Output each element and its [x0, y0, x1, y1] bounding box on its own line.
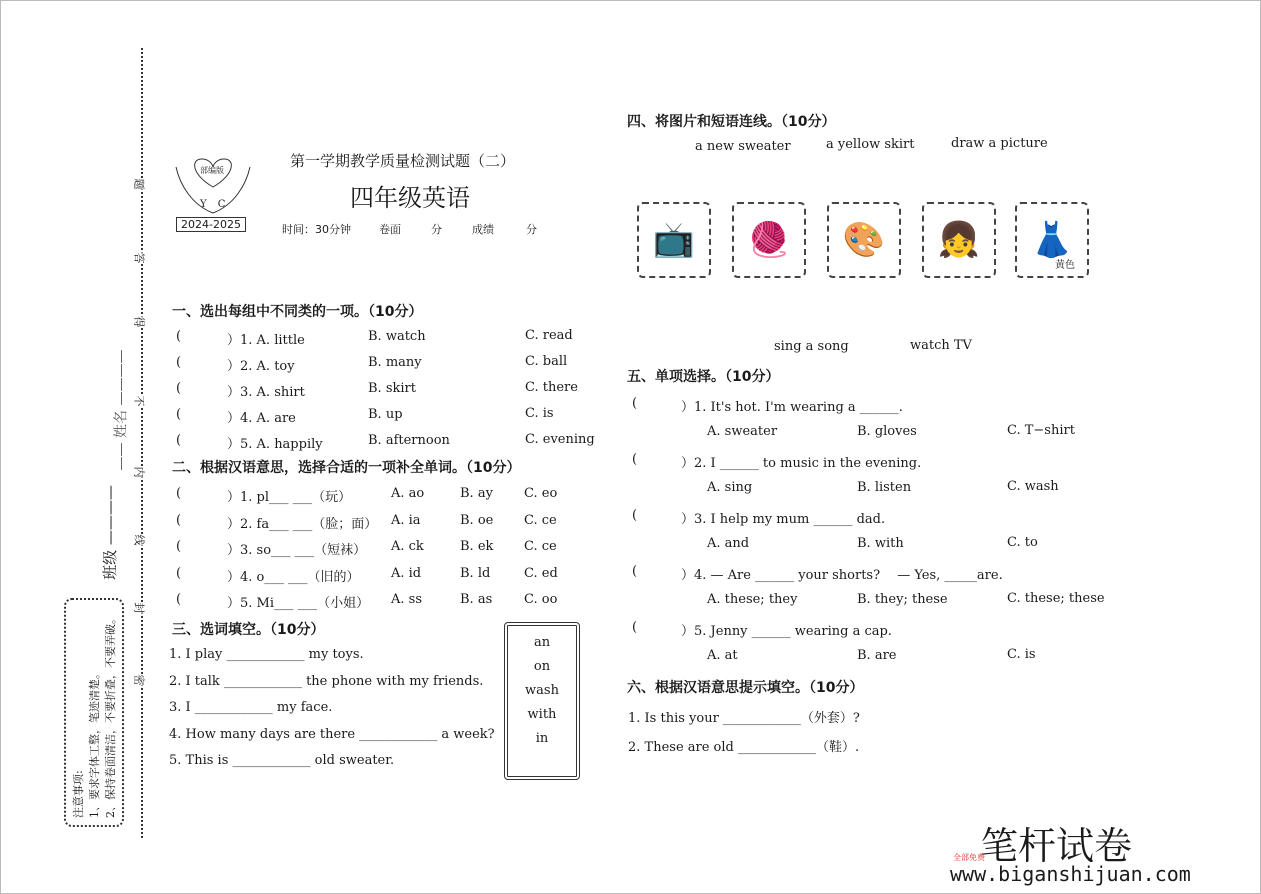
question: ）4. — Are ______ your shorts? — Yes, _____are.: [681, 568, 1003, 583]
logo-letters: Y C: [200, 199, 226, 210]
word-stem: ）2. fa___ ___（脸；面）: [227, 516, 378, 532]
option-c: C. eo: [524, 486, 558, 501]
option-a: A. these; they: [707, 592, 798, 607]
option-b: B. ld: [460, 565, 491, 581]
option-b: B. listen: [857, 480, 912, 495]
answer-paren: (: [176, 407, 182, 422]
section-6-title: 六、根据汉语意思提示填空。（10分）: [627, 680, 864, 696]
word-stem: ）1. pl___ ___（玩）: [227, 490, 352, 505]
fill-sentence: 4. How many days are there ____________ a week?: [169, 726, 495, 742]
option-c: C. ed: [524, 565, 558, 581]
option-a: A. ia: [391, 512, 421, 528]
option-c: C. read: [525, 328, 573, 343]
option-b: B. watch: [368, 329, 426, 344]
answer-paren: (: [176, 565, 182, 581]
picture-label: 黄色: [1055, 260, 1075, 271]
word-stem: ）3. so___ ___（短袜）: [227, 543, 367, 558]
seal-char: 答: [132, 252, 146, 264]
section-4-title: 四、将图片和短语连线。（10分）: [627, 114, 836, 130]
phrase: a yellow skirt: [826, 137, 915, 152]
logo: [172, 155, 254, 233]
section-2-title: 二、根据汉语意思，选择合适的一项补全单词。（10分）: [172, 460, 521, 476]
option-a: ）1. A. little: [227, 333, 305, 348]
phrase: watch TV: [910, 338, 972, 353]
watermark-free: 全部免费: [953, 853, 985, 862]
logo-text: 部编版: [200, 166, 224, 175]
option-c: C. is: [1007, 647, 1036, 662]
answer-paren: (: [176, 329, 182, 344]
answer-paren: (: [632, 452, 638, 467]
option-c: C. T−shirt: [1007, 423, 1075, 438]
option-a: ）2. A. toy: [227, 359, 295, 374]
answer-paren: (: [176, 486, 182, 501]
word-option: on: [533, 659, 551, 674]
option-a: A. at: [707, 648, 738, 663]
option-c: C. is: [525, 406, 554, 421]
answer-paren: (: [176, 433, 182, 448]
notice-title: 注意事项:: [72, 770, 85, 818]
fill-sentence: 1. I play ____________ my toys.: [169, 647, 364, 662]
option-c: C. ball: [525, 354, 568, 369]
option-c: C. evening: [525, 432, 595, 447]
option-b: B. ek: [460, 539, 494, 554]
option-a: A. and: [707, 536, 750, 551]
question: ）2. I ______ to music in the evening.: [681, 456, 922, 471]
question: ）3. I help my mum ______ dad.: [681, 512, 886, 527]
notice-box: [64, 598, 124, 827]
seal-line: [141, 48, 143, 838]
score-line: 时间：30分钟 卷面 分 成绩 分: [282, 223, 537, 236]
word-option: in: [535, 731, 549, 746]
option-b: B. afternoon: [368, 433, 450, 448]
seal-char: 线: [132, 534, 146, 546]
option-b: B. are: [857, 648, 897, 663]
singing-girl-picture: 👧: [922, 202, 996, 278]
answer-paren: (: [632, 620, 638, 635]
sweater-picture: 🧶: [732, 202, 806, 278]
option-a: ）5. A. happily: [227, 437, 323, 452]
skirt-picture: 👗 黄色: [1015, 202, 1089, 278]
section-3-title: 三、选词填空。（10分）: [172, 622, 325, 638]
option-a: A. ck: [391, 539, 424, 554]
option-b: B. as: [460, 592, 493, 607]
option-a: ）4. A. are: [227, 411, 296, 426]
option-b: B. many: [368, 355, 422, 370]
seal-char: 得: [132, 316, 146, 328]
question: ）1. It's hot. I'm wearing a ______.: [681, 400, 903, 415]
drawing-picture: 🎨: [827, 202, 901, 278]
seal-char: 不: [132, 395, 146, 407]
option-a: A. id: [391, 565, 422, 581]
phrase: sing a song: [774, 339, 849, 354]
watermark-brand: 笔杆试卷: [980, 824, 1133, 868]
option-c: C. these; these: [1007, 591, 1105, 606]
answer-paren: (: [176, 539, 182, 554]
answer-paren: (: [176, 381, 182, 396]
fill-sentence: 3. I ____________ my face.: [169, 700, 333, 715]
phrase: draw a picture: [951, 136, 1048, 151]
seal-char: 内: [132, 466, 146, 478]
option-b: B. skirt: [368, 381, 416, 396]
section-5-title: 五、单项选择。（10分）: [627, 369, 780, 385]
answer-paren: (: [176, 355, 182, 370]
word-option: with: [527, 707, 557, 722]
option-b: B. with: [857, 536, 904, 551]
option-b: B. they; these: [857, 592, 948, 607]
notice-item: 2、保持卷面清洁，不要折叠，不要弄破。: [104, 613, 117, 818]
answer-paren: (: [176, 592, 182, 607]
option-c: C. ce: [524, 512, 557, 528]
option-b: B. oe: [460, 512, 494, 528]
option-b: B. gloves: [857, 424, 917, 439]
option-b: B. ay: [460, 486, 493, 501]
option-a: A. sing: [707, 480, 753, 495]
exam-title: 四年级英语: [350, 184, 470, 212]
exam-subtitle: 第一学期教学质量检测试题（二）: [290, 152, 516, 170]
word-option: an: [533, 635, 551, 650]
watermark-url[interactable]: www.biganshijuan.com: [950, 862, 1191, 886]
seal-char: 密: [132, 674, 146, 686]
seal-char: 题: [132, 178, 146, 190]
notice-item: 1、要求字体工整，笔迹清楚。: [88, 668, 101, 818]
option-b: B. up: [368, 407, 403, 422]
word-stem: ）4. o___ ___（旧的）: [227, 569, 360, 585]
phrase: a new sweater: [695, 139, 791, 154]
option-c: C. there: [525, 380, 578, 395]
fill-sentence: 5. This is ____________ old sweater.: [169, 753, 395, 768]
answer-paren: (: [632, 396, 638, 411]
tv-picture: 📺: [637, 202, 711, 278]
class-label: 班级 ————: [100, 485, 119, 580]
seal-char: 封: [132, 602, 146, 614]
question: ）5. Jenny ______ wearing a cap.: [681, 624, 892, 639]
answer-paren: (: [176, 512, 182, 528]
question: 1. Is this your ____________（外套）?: [628, 711, 860, 726]
answer-paren: (: [632, 508, 638, 523]
word-stem: ）5. Mi___ ___（小姐）: [227, 596, 370, 611]
option-a: ）3. A. shirt: [227, 385, 305, 400]
option-a: A. ss: [391, 592, 422, 607]
word-option: wash: [525, 683, 559, 698]
answer-paren: (: [632, 564, 638, 579]
option-c: C. to: [1007, 535, 1038, 550]
name-label: —— 姓名 ————: [113, 349, 130, 471]
option-a: A. ao: [391, 486, 425, 501]
word-bank: [504, 622, 580, 780]
school-year: 2024-2025: [176, 217, 246, 232]
option-c: C. wash: [1007, 479, 1059, 494]
question: 2. These are old ____________（鞋）.: [628, 740, 860, 755]
option-c: C. ce: [524, 539, 557, 554]
section-1-title: 一、选出每组中不同类的一项。（10分）: [172, 304, 423, 320]
option-c: C. oo: [524, 592, 558, 607]
option-a: A. sweater: [707, 424, 778, 439]
fill-sentence: 2. I talk ____________ the phone with my friends.: [169, 673, 484, 689]
